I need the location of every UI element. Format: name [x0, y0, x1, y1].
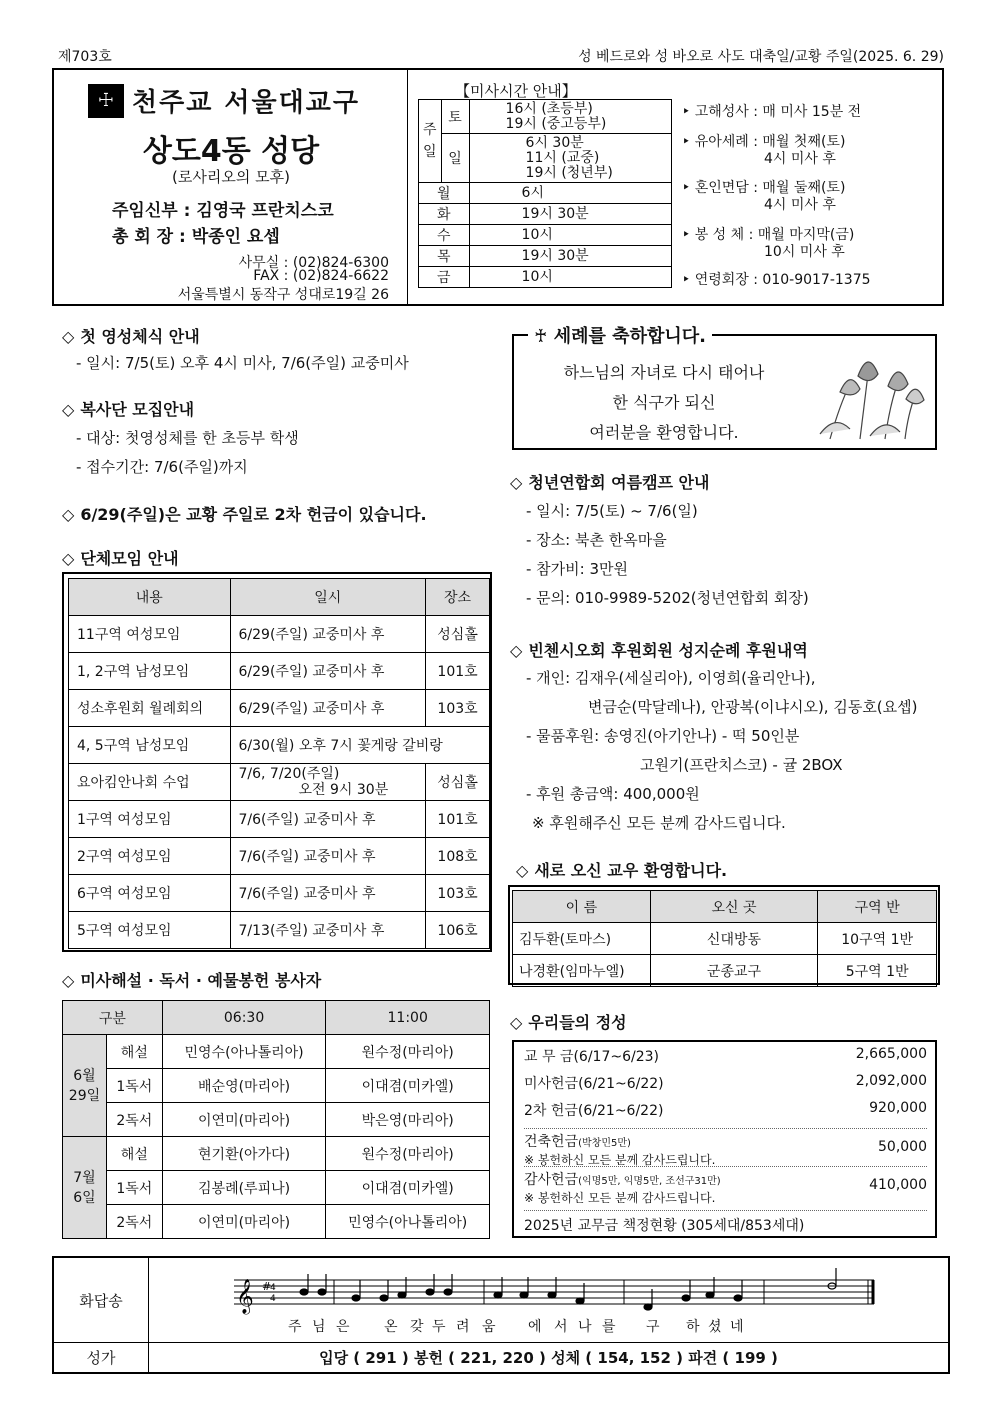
- music-note: [548, 1292, 556, 1298]
- group-name: 1, 2구역 남성모임: [69, 653, 231, 690]
- newcomer-name: 김두환(토마스): [513, 923, 651, 955]
- music-note: [494, 1292, 502, 1298]
- newcomer-origin: 군종교구: [650, 955, 818, 987]
- group-datetime: 6/29(주일) 교중미사 후: [230, 616, 426, 653]
- group-name: 2구역 여성모임: [69, 838, 231, 875]
- pledge-status: 2025년 교무금 책정현황 (305세대/853세대): [524, 1210, 927, 1235]
- table-row: [63, 1205, 490, 1239]
- servers-title: ◇ 미사해설 · 독서 · 예물봉헌 봉사자: [62, 971, 322, 990]
- music-note: [576, 1298, 584, 1304]
- newcomers-header: 오신 곳: [650, 891, 818, 923]
- mass-row: [419, 134, 672, 183]
- offering-amount: 410,000: [869, 1177, 927, 1193]
- lyric-syllable: 갖: [410, 1319, 424, 1335]
- service-role: 해설: [106, 1137, 162, 1171]
- camp-fee: - 참가비: 3만원: [526, 560, 628, 578]
- psalm-label: 화답송: [54, 1258, 149, 1342]
- table-row: [63, 1103, 490, 1137]
- group-name: 4, 5구역 남성모임: [69, 727, 231, 764]
- servers-header: 06:30: [162, 1001, 326, 1035]
- groups-title: ◇ 단체모임 안내: [62, 549, 179, 568]
- footer: [52, 1256, 950, 1374]
- lyric-syllable: 구: [646, 1319, 660, 1335]
- lyric-syllable: 를: [602, 1319, 616, 1335]
- diamond-icon: ◇: [62, 971, 75, 990]
- psalm-score: [234, 1266, 934, 1318]
- group-datetime: 7/6, 7/20(주일) 오전 9시 30분: [230, 764, 426, 801]
- group-name: 1구역 여성모임: [69, 801, 231, 838]
- offering-amount: 920,000: [869, 1100, 927, 1116]
- mass-schedule-title: 【미사시간 안내】: [455, 82, 577, 100]
- group-place: 103호: [426, 875, 490, 912]
- mass-times: 16시 (초등부) 19시 (중고등부): [469, 100, 671, 134]
- group-datetime: 6/30(월) 오후 7시 꽃게랑 갈비랑: [230, 727, 490, 764]
- groups-table: [68, 578, 490, 949]
- music-note: [734, 1295, 742, 1301]
- hymn-numbers: 입당 ( 291 ) 봉헌 ( 221, 220 ) 성체 ( 154, 152 ) 파견 ( 199 ): [319, 1349, 778, 1367]
- vincent-line: - 후원 총금액: 400,000원: [526, 785, 700, 803]
- lyric-syllable: 두: [432, 1319, 446, 1335]
- music-note: [520, 1292, 528, 1298]
- sacrament-info-item: ‣ 혼인면담 : 매월 둘째(토) 4시 미사 후: [682, 180, 846, 213]
- offering-label: 2차 헌금(6/21~6/22): [524, 1103, 664, 1119]
- server-1100: 이대겸(미카엘): [326, 1069, 490, 1103]
- table-row: [63, 1137, 490, 1171]
- vincent-line: - 물품후원: 송영진(아기안나) - 떡 50인분: [526, 727, 800, 745]
- altar-deadline: - 접수기간: 7/6(주일)까지: [76, 458, 248, 476]
- cross-icon: ♰: [534, 326, 548, 347]
- lyric-syllable: 움: [482, 1319, 496, 1335]
- diamond-icon: ◇: [62, 549, 75, 568]
- diamond-icon: ◇: [510, 473, 523, 492]
- group-place: 103호: [426, 690, 490, 727]
- music-note: [706, 1292, 714, 1298]
- offering-title: ◇ 우리들의 정성: [510, 1013, 627, 1032]
- server-0630: 이연미(마리아): [162, 1205, 326, 1239]
- newcomers-title: ◇ 새로 오신 교우 환영합니다.: [516, 861, 728, 880]
- lyric-syllable: 주: [288, 1319, 302, 1335]
- servers-header: 11:00: [326, 1001, 490, 1035]
- diocese-logo: [88, 82, 360, 119]
- feast-title: 성 베드로와 성 바오로 사도 대축일/교황 주일(2025. 6. 29): [578, 49, 944, 65]
- group-datetime: 7/13(주일) 교중미사 후: [230, 912, 426, 949]
- table-row: [69, 616, 490, 653]
- sacrament-info-item: ‣ 유아세례 : 매월 첫째(토) 4시 미사 후: [682, 134, 846, 167]
- hymn-label: 성가: [54, 1343, 149, 1372]
- offering-label: 교 무 금(6/17~6/23): [524, 1049, 660, 1065]
- offering-detail: (익명5만, 익명5만, 조선구31만): [578, 1176, 721, 1187]
- music-note: [398, 1292, 406, 1298]
- lyric-syllable: 나: [578, 1319, 592, 1335]
- mass-day: 화: [419, 204, 470, 225]
- music-note: [444, 1289, 452, 1295]
- server-1100: 원수정(마리아): [326, 1137, 490, 1171]
- group-place: 성심홀: [426, 616, 490, 653]
- baptism-title: ♰ 세례를 축하합니다.: [528, 322, 712, 348]
- diamond-icon: ◇: [62, 327, 75, 346]
- lyric-syllable: 온: [384, 1319, 398, 1335]
- offering-amount: 2,092,000: [855, 1073, 927, 1089]
- lyric-syllable: 네: [730, 1319, 744, 1335]
- mass-row: [419, 225, 672, 246]
- server-0630: 이연미(마리아): [162, 1103, 326, 1137]
- treble-clef-icon: 𝄞: [236, 1279, 254, 1314]
- newcomer-district: 10구역 1반: [818, 923, 937, 955]
- table-row: [69, 764, 490, 801]
- server-0630: 민영수(아나톨리아): [162, 1035, 326, 1069]
- table-row: [69, 727, 490, 764]
- parish-patron: (로사리오의 모후): [172, 168, 290, 186]
- flower-illustration: [810, 344, 930, 444]
- offering-row: [524, 1073, 927, 1093]
- mass-schedule-table: [418, 99, 672, 288]
- group-datetime: 7/6(주일) 교중미사 후: [230, 875, 426, 912]
- camp-date: - 일시: 7/5(토) ~ 7/6(일): [526, 502, 698, 520]
- altar-server-title: ◇ 복사단 모집안내: [62, 400, 195, 419]
- sacrament-info-item: ‣ 봉 성 체 : 매월 마지막(금) 10시 미사 후: [682, 227, 855, 260]
- server-0630: 배순영(마리아): [162, 1069, 326, 1103]
- baptism-line-3: 여러분을 환영합니다.: [589, 423, 739, 442]
- mass-row: [419, 100, 672, 134]
- mass-times: 19시 30분: [469, 246, 671, 267]
- servers-header: 구분: [63, 1001, 163, 1035]
- server-1100: 민영수(아나톨리아): [326, 1205, 490, 1239]
- group-name: 5구역 여성모임: [69, 912, 231, 949]
- newcomers-header: 이 름: [513, 891, 651, 923]
- offering-row: [524, 1128, 927, 1168]
- diocese-name: 천주교 서울대교구: [132, 88, 360, 118]
- mass-day: 수: [419, 225, 470, 246]
- server-0630: 김봉례(루피나): [162, 1171, 326, 1205]
- altar-target: - 대상: 첫영성체를 한 초등부 학생: [76, 429, 299, 447]
- lyric-syllable: 에: [528, 1319, 542, 1335]
- mass-times: 19시 30분: [469, 204, 671, 225]
- mass-row: [419, 183, 672, 204]
- camp-contact: - 문의: 010-9989-5202(청년연합회 회장): [526, 589, 809, 607]
- music-note: [300, 1289, 308, 1295]
- group-place: 101호: [426, 653, 490, 690]
- svg-text:4: 4: [270, 1294, 276, 1304]
- communion-date: - 일시: 7/5(토) 오후 4시 미사, 7/6(주일) 교중미사: [76, 354, 409, 372]
- lyric-syllable: 셨: [708, 1319, 722, 1335]
- parish-info: [54, 70, 408, 304]
- table-row: [513, 955, 937, 987]
- offering-label: 건축헌금: [524, 1134, 579, 1150]
- table-row: [69, 838, 490, 875]
- groups-header: 장소: [426, 579, 490, 616]
- offering-label: 감사헌금: [524, 1172, 579, 1188]
- issue-number: 제703호: [58, 49, 112, 65]
- lyric-syllable: 하: [686, 1319, 700, 1335]
- table-row: [69, 912, 490, 949]
- offering-row: [524, 1046, 927, 1066]
- mass-day: 목: [419, 246, 470, 267]
- lyric-syllable: 은: [336, 1319, 350, 1335]
- sacrament-info-item: ‣ 연령회장 : 010-9017-1375: [682, 272, 871, 288]
- lyric-syllable: 려: [456, 1319, 470, 1335]
- offering-note: ※ 봉헌하신 모든 분께 감사드립니다.: [524, 1153, 716, 1167]
- sunday-label: 주 일: [419, 100, 442, 183]
- baptism-line-2: 한 식구가 되신: [612, 393, 716, 412]
- mass-row: [419, 246, 672, 267]
- lyric-syllable: 서: [554, 1319, 568, 1335]
- table-row: [69, 801, 490, 838]
- svg-text:4: 4: [270, 1283, 276, 1293]
- music-note: [644, 1304, 652, 1310]
- table-row: [513, 923, 937, 955]
- offering-detail: (박창민5만): [578, 1138, 631, 1149]
- offering-row: [524, 1100, 927, 1120]
- vincent-line: 변금순(막달레나), 안광복(이냐시오), 김동호(요셉): [588, 698, 918, 716]
- server-0630: 현기환(아가다): [162, 1137, 326, 1171]
- offering-amount: 2,665,000: [855, 1046, 927, 1062]
- baptism-box: [512, 326, 937, 450]
- table-row: [63, 1035, 490, 1069]
- offering-label: 미사헌금(6/21~6/22): [524, 1076, 664, 1092]
- vincent-line: ※ 후원해주신 모든 분께 감사드립니다.: [532, 814, 786, 832]
- table-row: [63, 1069, 490, 1103]
- diamond-icon: ◇: [62, 400, 75, 419]
- newcomer-district: 5구역 1반: [818, 955, 937, 987]
- music-note: [352, 1295, 360, 1301]
- baptism-line-1: 하느님의 자녀로 다시 태어나: [563, 363, 765, 382]
- table-row: [69, 653, 490, 690]
- table-row: [69, 690, 490, 727]
- group-place: 108호: [426, 838, 490, 875]
- group-name: 11구역 여성모임: [69, 616, 231, 653]
- offering-row: [524, 1166, 927, 1206]
- diamond-icon: ◇: [62, 505, 75, 524]
- mass-times: 6시: [469, 183, 671, 204]
- diamond-icon: ◇: [510, 1013, 523, 1032]
- group-place: 성심홀: [426, 764, 490, 801]
- newcomers-header: 구역 반: [818, 891, 937, 923]
- groups-header: 내용: [69, 579, 231, 616]
- music-note: [380, 1295, 388, 1301]
- service-role: 1독서: [106, 1171, 162, 1205]
- vincent-line: 고원기(프란치스코) - 귤 2BOX: [640, 756, 843, 774]
- mass-day: 일: [441, 134, 469, 183]
- collection-notice: ◇ 6/29(주일)은 교황 주일로 2차 헌금이 있습니다.: [62, 505, 427, 524]
- group-datetime: 7/6(주일) 교중미사 후: [230, 838, 426, 875]
- mass-times: 10시: [469, 267, 671, 288]
- office-phone: 사무실 : (02)824-6300: [238, 255, 389, 271]
- service-role: 해설: [106, 1035, 162, 1069]
- newcomers-table: [512, 890, 937, 987]
- group-place: 101호: [426, 801, 490, 838]
- sacrament-info-item: ‣ 고해성사 : 매 미사 15분 전: [682, 104, 862, 120]
- group-name: 성소후원회 월례회의: [69, 690, 231, 727]
- lyric-syllable: 님: [312, 1319, 326, 1335]
- group-name: 요아킴안나회 수업: [69, 764, 231, 801]
- offering-box: [512, 1040, 937, 1238]
- mass-day: 금: [419, 267, 470, 288]
- communion-title: ◇ 첫 영성체식 안내: [62, 327, 200, 346]
- offering-note: ※ 봉헌하신 모든 분께 감사드립니다.: [524, 1191, 716, 1205]
- service-role: 2독서: [106, 1205, 162, 1239]
- service-date: 7월 6일: [63, 1137, 107, 1239]
- newcomer-origin: 신대방동: [650, 923, 818, 955]
- offering-amount: 50,000: [878, 1139, 927, 1155]
- camp-place: - 장소: 북촌 한옥마을: [526, 531, 667, 549]
- group-datetime: 6/29(주일) 교중미사 후: [230, 690, 426, 727]
- group-name: 6구역 여성모임: [69, 875, 231, 912]
- mass-day: 월: [419, 183, 470, 204]
- table-row: [63, 1171, 490, 1205]
- group-datetime: 6/29(주일) 교중미사 후: [230, 653, 426, 690]
- table-row: [69, 875, 490, 912]
- mass-row: [419, 204, 672, 225]
- parish-name: 상도4동 성당: [142, 134, 320, 169]
- mass-times: 10시: [469, 225, 671, 246]
- music-note: [426, 1289, 434, 1295]
- group-place: 106호: [426, 912, 490, 949]
- pastor-name: 주임신부 : 김영국 프란치스코: [112, 201, 334, 221]
- music-note: [318, 1289, 326, 1295]
- service-role: 2독서: [106, 1103, 162, 1137]
- server-1100: 이대겸(미카엘): [326, 1171, 490, 1205]
- music-note: [682, 1295, 690, 1301]
- diamond-icon: ◇: [516, 861, 529, 880]
- address: 서울특별시 동작구 성대로19길 26: [177, 287, 389, 303]
- mass-row: [419, 267, 672, 288]
- groups-header: 일시: [230, 579, 426, 616]
- servers-table: [62, 1000, 490, 1239]
- camp-title: ◇ 청년연합회 여름캠프 안내: [510, 473, 710, 492]
- server-1100: 원수정(마리아): [326, 1035, 490, 1069]
- service-date: 6월 29일: [63, 1035, 107, 1137]
- newcomer-name: 나경환(임마누엘): [513, 955, 651, 987]
- council-president: 총 회 장 : 박종인 요셉: [112, 227, 280, 247]
- vincent-title: ◇ 빈첸시오회 후원회원 성지순례 후원내역: [510, 641, 808, 660]
- svg-text:#: #: [262, 1280, 272, 1293]
- mass-day: 토: [441, 100, 469, 134]
- mass-times: 6시 30분 11시 (교중) 19시 (청년부): [469, 134, 671, 183]
- service-role: 1독서: [106, 1069, 162, 1103]
- fax-number: FAX : (02)824-6622: [253, 268, 389, 284]
- group-datetime: 7/6(주일) 교중미사 후: [230, 801, 426, 838]
- diamond-icon: ◇: [510, 641, 523, 660]
- cross-icon: ☩: [88, 84, 124, 118]
- vincent-line: - 개인: 김재우(세실리아), 이영희(율리안나),: [526, 669, 816, 687]
- server-1100: 박은영(마리아): [326, 1103, 490, 1137]
